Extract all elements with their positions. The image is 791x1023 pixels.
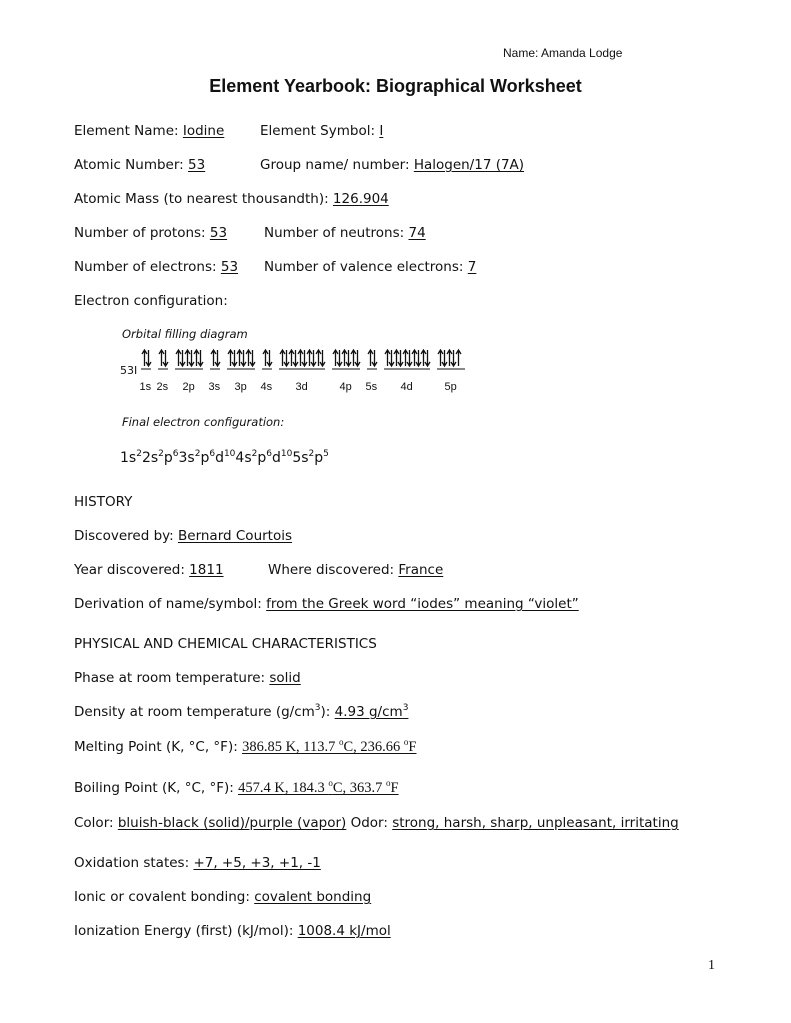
density-value (335, 704, 409, 720)
atomic-number-label: Atomic Number: (74, 157, 188, 173)
config-sublevel: p (314, 450, 324, 466)
oxidation-row (74, 855, 321, 871)
boiling-row (74, 780, 399, 797)
page-number: 1 (708, 958, 715, 973)
electrons-value: 53 (220, 259, 239, 275)
history-heading: HISTORY (74, 494, 133, 510)
orbital-sublevel-label: 2s (156, 381, 169, 393)
protons-row (74, 225, 227, 241)
config-sublevel: 2s (141, 450, 159, 466)
element-name-label: Element Name: (74, 123, 183, 139)
electrons-row (74, 259, 238, 275)
density-row (74, 704, 408, 720)
orbital-sublevel-label: 5p (444, 381, 457, 393)
year-row (74, 562, 224, 578)
boiling-value-c: C, 363.7 (332, 780, 386, 796)
electrons-label: Number of electrons: (74, 259, 221, 275)
element-symbol-row (260, 123, 383, 139)
element-symbol-label: Element Symbol: (260, 123, 380, 139)
orbital-sublevel-label: 3s (208, 381, 221, 393)
melting-value-c: C, 236.66 (343, 739, 404, 755)
config-electron-count: 2 (158, 449, 164, 459)
where-row (268, 562, 443, 578)
orbital-sublevel-label: 5s (365, 381, 378, 393)
discovered-by-label: Discovered by: (74, 528, 178, 544)
orbital-sublevel-label: 2p (182, 381, 195, 393)
derivation-row (74, 596, 579, 612)
orbital-sublevel-label: 4s (260, 381, 273, 393)
derivation-label: Derivation of name/symbol: (74, 596, 267, 612)
boiling-value (238, 780, 398, 796)
orbital-sublevel-label: 4p (339, 381, 352, 393)
config-electron-count: 6 (266, 449, 272, 459)
neutrons-label: Number of neutrons: (264, 225, 409, 241)
melting-value (242, 739, 416, 755)
degree-mark: o (339, 737, 344, 747)
bonding-row (74, 889, 371, 905)
orbital-diagram-label: Orbital filling diagram (122, 327, 248, 341)
config-sublevel: p (257, 450, 267, 466)
neutrons-value: 74 (408, 225, 426, 241)
config-electron-count: 10 (223, 449, 236, 459)
config-sublevel: p (200, 450, 210, 466)
config-sublevel: 3s (178, 450, 195, 466)
boiling-value-f: F (390, 780, 399, 796)
orbital-sublevel-label: 3p (234, 381, 247, 393)
color-label: Color: (74, 815, 118, 831)
config-electron-count: 2 (136, 449, 142, 459)
valence-value: 7 (467, 259, 477, 275)
config-sublevel: d (215, 450, 224, 466)
odor-value: strong, harsh, sharp, unpleasant, irritating (392, 815, 679, 831)
atomic-number-row (74, 157, 205, 173)
neutrons-row (264, 225, 426, 241)
density-value-text: 4.93 g/cm (334, 704, 403, 720)
color-value: bluish-black (solid)/purple (vapor) (117, 815, 347, 831)
config-electron-count: 5 (323, 449, 329, 459)
melting-row (74, 739, 417, 756)
color-odor-row (74, 815, 679, 831)
final-electron-configuration (120, 450, 329, 466)
config-sublevel: 5s (292, 450, 309, 466)
year-label: Year discovered: (74, 562, 190, 578)
group-value: Halogen/17 (7A) (413, 157, 525, 173)
config-electron-count: 2 (251, 449, 258, 459)
ionization-value: 1008.4 kJ/mol (297, 923, 391, 939)
page-title: Element Yearbook: Biographical Worksheet (209, 76, 582, 96)
density-label (74, 704, 335, 720)
config-electron-count: 2 (308, 449, 315, 459)
physical-heading: PHYSICAL AND CHEMICAL CHARACTERISTICS (74, 636, 377, 652)
orbital-sublevel-label: 4d (400, 381, 413, 393)
valence-label: Number of valence electrons: (264, 259, 468, 275)
atomic-mass-row (74, 191, 389, 207)
element-name-value: Iodine (182, 123, 225, 139)
protons-value: 53 (209, 225, 228, 241)
discovered-by-row (74, 528, 292, 544)
ionization-row (74, 923, 391, 939)
boiling-label: Boiling Point (K, °C, °F): (74, 780, 239, 796)
where-value: France (398, 562, 444, 578)
spin-up-arrow (456, 350, 461, 366)
config-electron-count: 10 (280, 449, 293, 459)
final-config-label: Final electron configuration: (122, 415, 285, 429)
discovered-by-value: Bernard Courtois (178, 528, 293, 544)
density-value-exponent: 3 (402, 703, 409, 713)
oxidation-label: Oxidation states: (74, 855, 194, 871)
protons-label: Number of protons: (74, 225, 210, 241)
phase-label: Phase at room temperature: (74, 670, 270, 686)
degree-mark: o (328, 778, 333, 788)
orbital-sublevel-label: 3d (295, 381, 308, 393)
atomic-mass-label: Atomic Mass (to nearest thousandth): (74, 191, 333, 207)
density-label-text: Density at room temperature (g/cm (74, 704, 315, 720)
electron-config-label: Electron configuration: (74, 293, 228, 309)
density-label-exponent: 3 (314, 703, 321, 713)
melting-value-f: F (408, 739, 417, 755)
student-name: Name: Amanda Lodge (503, 46, 623, 60)
element-name-row (74, 123, 224, 139)
config-electron-count: 2 (194, 449, 201, 459)
boiling-value-k: 457.4 K, 184.3 (238, 780, 329, 796)
config-electron-count: 6 (209, 449, 216, 459)
derivation-value: from the Greek word “iodes” meaning “violet” (266, 596, 579, 612)
melting-label: Melting Point (K, °C, °F): (74, 739, 243, 755)
atomic-number-value: 53 (188, 157, 206, 173)
config-sublevel: 4s (235, 450, 252, 466)
orbital-filling-diagram (140, 344, 540, 374)
orbital-sublevel-label: 1s (139, 381, 152, 393)
config-sublevel: d (271, 450, 281, 466)
group-row (260, 157, 524, 173)
element-symbol-value: I (379, 123, 384, 139)
degree-mark: o (386, 778, 391, 788)
valence-row (264, 259, 476, 275)
where-label: Where discovered: (268, 562, 399, 578)
group-label: Group name/ number: (260, 157, 414, 173)
config-sublevel: 1s (120, 450, 137, 466)
density-label-end: ): (320, 704, 335, 720)
phase-value: solid (269, 670, 301, 686)
oxidation-value: +7, +5, +3, +1, -1 (193, 855, 321, 871)
config-sublevel: p (163, 450, 173, 466)
atomic-mass-value: 126.904 (332, 191, 389, 207)
ionization-label: Ionization Energy (first) (kJ/mol): (74, 923, 298, 939)
orbital-element-prefix: 53I (120, 364, 138, 377)
phase-row (74, 670, 301, 686)
melting-value-k: 386.85 K, 113.7 (242, 739, 339, 755)
bonding-label: Ionic or covalent bonding: (74, 889, 255, 905)
bonding-value: covalent bonding (254, 889, 372, 905)
odor-label: Odor: (346, 815, 393, 831)
degree-mark: o (403, 737, 409, 747)
config-electron-count: 6 (172, 449, 179, 459)
year-value: 1811 (189, 562, 224, 578)
